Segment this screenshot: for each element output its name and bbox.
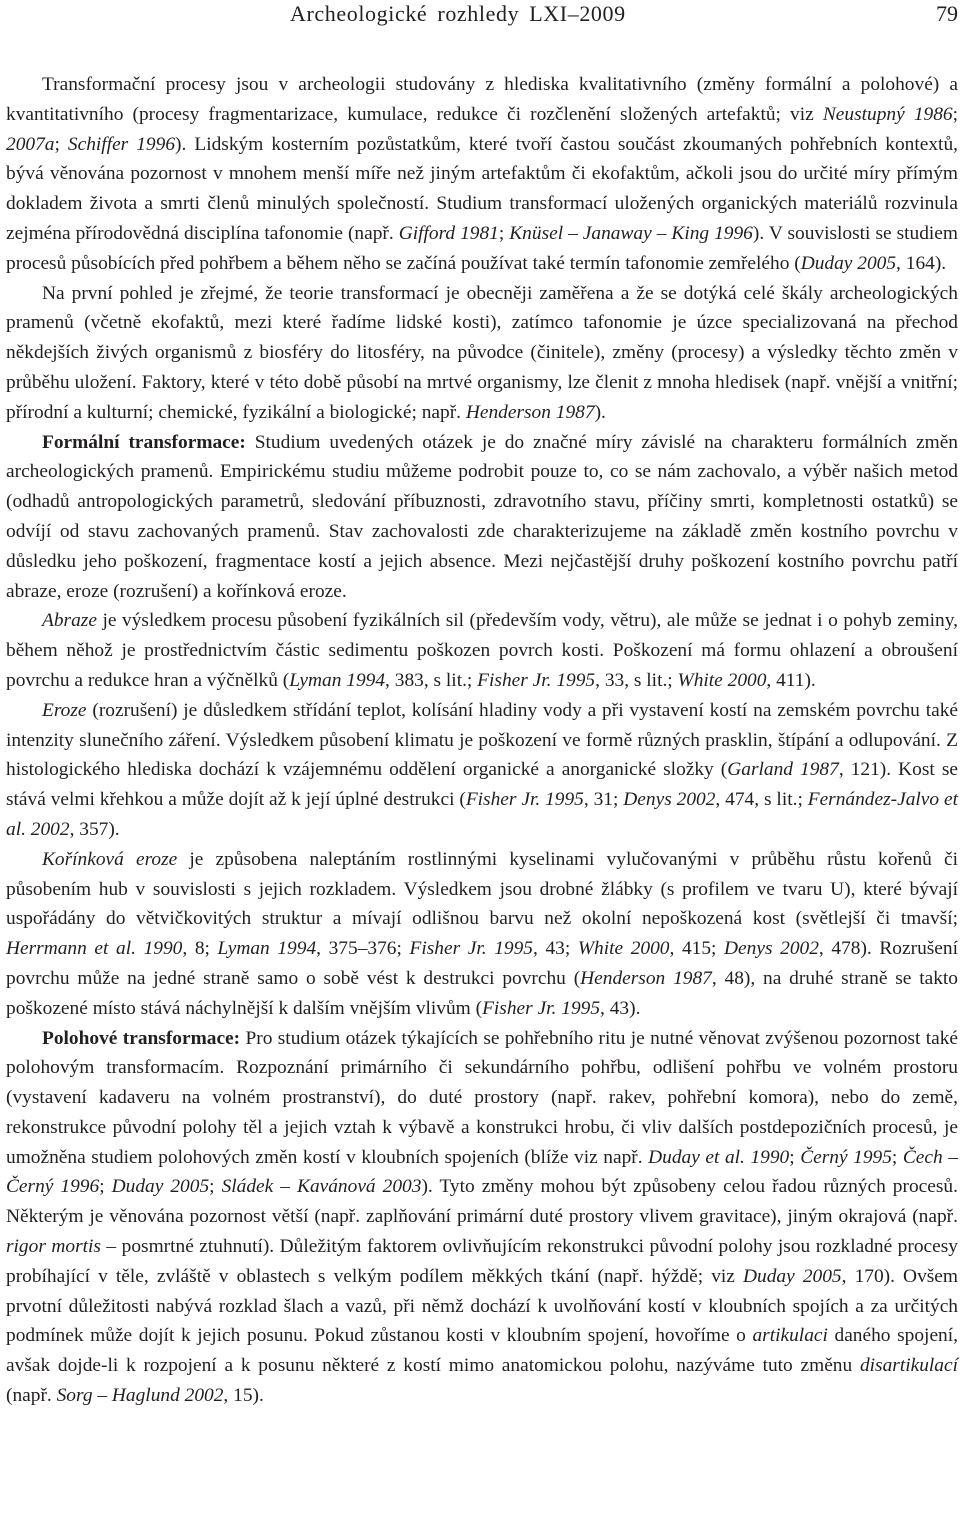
page-header — [0, 0, 960, 32]
paragraph-theory-vs-taphonomy: Na první pohled je zřejmé, že teorie transformací je obecněji zaměřena a že se dotýká celé škály archeologických pramenů (včetně ekofaktů, mezi které řadíme lidské kosti), zatímco tafonomie je úzce specializovaná na přechod někdejších živých organismů z biosféry do litosféry, na původce (činitele), změny (procesy) a výsledky těchto změn v průběhu uložení. Faktory, které v této době působí na mrtvé organismy, lze členit z mnoha hledisek (např. vnější a vnitřní; přírodní a kulturní; chemické, fyzikální a biologické; např. Henderson 1987). — [6, 282, 958, 423]
paragraph-root-erosion: Kořínková eroze je způsobena naleptáním rostlinnými kyselinami vylučovanými v průběhu růstu kořenů či působením hub v souvislosti s jejich rozkladem. Výsledkem jsou drobné žlábky (s profilem ve tvaru U), které bývají uspořádány do větvičkovitých struktur a mívají odlišnou barvu než okolní nepoškozená kost (světlejší či tmavší; Herrmann et al. 1990, 8; Lyman 1994, 375–376; Fisher Jr. 1995, 43; White 2000, 415; Denys 2002, 478). Rozrušení povrchu může na jedné straně samo o sobě vést k destrukci povrchu (Henderson 1987, 48), na druhé straně se takto poškozené místo stává náchylnější k dalším vnějším vlivům (Fisher Jr. 1995, 43). — [6, 848, 959, 1019]
paragraph-transformation-processes: Transformační procesy jsou v archeologii studovány z hlediska kvalitativního (změny formální a polohové) a kvantitativního (procesy fragmentarizace, kumulace, redukce či rozčlenění složených artefaktů; viz Neustupný 1986; 2007a; Schiffer 1996). Lidským kosterním pozůstatkům, které tvoří častou součást zkoumaných pohřebních kontextů, bývá věnována pozornost v mnohem menší míře než jiným artefaktům či ekofaktům, ačkoli jsou do určité míry přímým dokladem života a smrti členů minulých společností. Studium transformací uložených organických materiálů rozvinula zejména přírodovědná disciplína tafonomie (např. Gifford 1981; Knüsel – Janaway – King 1996). V souvislosti se studiem procesů působících před pohřbem a během něho se začíná používat také termín tafonomie zemřelého (Duday 2005, 164). — [6, 74, 958, 274]
article-body — [6, 70, 958, 1411]
paragraph-formal-transformations: Formální transformace: Studium uvedených otázek je do značné míry závislé na charakteru formálních změn archeologických pramenů. Empirickému studiu můžeme podrobit pouze to, co se nám zachovalo, a výběr našich metod (odhadů antropologických parametrů, sledování příbuznosti, zdravotního stavu, příčiny smrti, kompletnosti ostatků) se odvíjí od stavu zachovaných pramenů. Stav zachovalosti zde charakterizujeme na základě změn kostního povrchu v důsledku jeho poškození, fragmentace kostí a jejich absence. Mezi nejčastější druhy poškození kostního povrchu patří abraze, eroze (rozrušení) a kořínková eroze. — [6, 431, 958, 602]
running-head: Archeologické rozhledy LXI–2009 — [290, 1, 626, 26]
paragraph-erosion: Eroze (rozrušení) je důsledkem střídání teplot, kolísání hladiny vody a při vystavení kostí na zemském povrchu také intenzity slunečního záření. Výsledkem působení klimatu je poškození ve formě různých prasklin, štípání a odlupování. Z histologického hlediska dochází k vzájemnému oddělení organické a anorganické složky (Garland 1987, 121). Kost se stává velmi křehkou a může dojít až k její úplné destrukci (Fisher Jr. 1995, 31; Denys 2002, 474, s lit.; Fernández-Jalvo et al. 2002, 357). — [6, 699, 958, 840]
paragraph-positional-transformations: Polohové transformace: Pro studium otázek týkajících se pohřebního ritu je nutné věnovat zvýšenou pozornost také polohovým transformacím. Rozpoznání primárního či sekundárního pohřbu, odlišení pohřbu ve volném prostoru (vystavení kadaveru na volném prostranství), do duté prostory (např. rakev, pohřební komora), nebo do země, rekonstrukce původní polohy těl a jejich vztah k výbavě a konstrukci hrobu, či vliv dalších postdepozičních procesů, je umožněna studiem polohových změn kostí v kloubních spojeních (blíže viz např. Duday et al. 1990; Černý 1995; Čech – Černý 1996; Duday 2005; Sládek – Kavánová 2003). Tyto změny mohou být způsobeny celou řadou různých procesů. Některým je věnována pozornost větší (např. zaplňování primární duté prostory vlivem gravitace), jiným okrajová (např. rigor mortis – posmrtné ztuhnutí). Důležitým faktorem ovlivňujícím rekonstrukci původní polohy jsou rozkladné procesy probíhající v těle, zvláště v oblastech s velkým podílem měkkých tkání (např. hýždě; viz Duday 2005, 170). Ovšem prvotní důležitosti nabývá rozklad šlach a vazů, při němž dochází k uvolňování kostí v kloubních spojích a za určitých podmínek může dojít k jejich posunu. Pokud zůstanou kosti v kloubním spojení, hovoříme o artikulaci daného spojení, avšak dojde-li k rozpojení a k posunu některé z kostí mimo anatomickou polohu, nazýváme tuto změnu disartikulací (např. Sorg – Haglund 2002, 15). — [6, 1027, 958, 1407]
page-number: 79 — [936, 1, 958, 26]
paragraph-abrasion: Abraze je výsledkem procesu působení fyzikálních sil (především vody, větru), ale může se jednat i o pohyb zeminy, během něhož je prostřednictvím částic sedimentu poškozen povrch kosti. Poškození má formu ohlazení a obroušení povrchu a redukce hran a výčnělků (Lyman 1994, 383, s lit.; Fisher Jr. 1995, 33, s lit.; White 2000, 411). — [6, 610, 958, 691]
